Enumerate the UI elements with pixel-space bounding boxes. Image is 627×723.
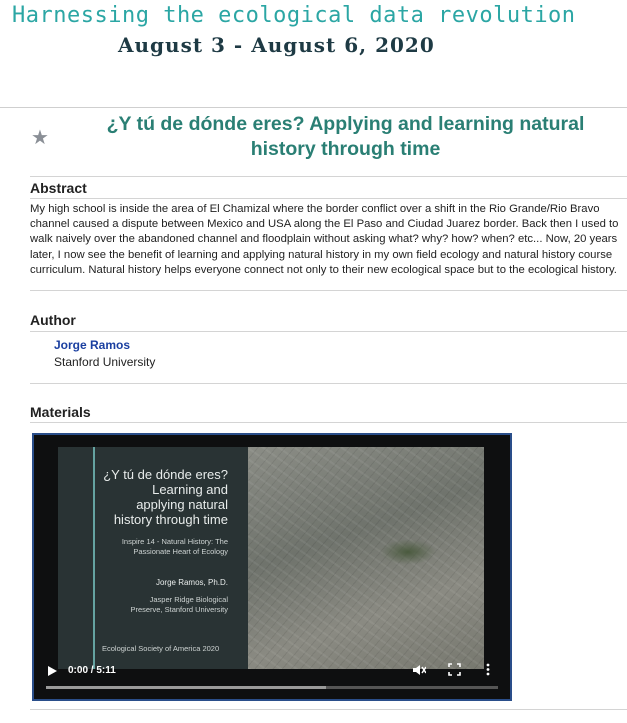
video-player[interactable] <box>32 433 512 701</box>
time-display: 0:00 / 5:11 <box>68 665 116 676</box>
abstract-text: My high school is inside the area of El Chamizal where the border conflict over a shift in the Rio Grande/Rio Bravo channel caused a dispute between Mexico and USA along the El Paso and Ciudad Juarez border. Back then I used to walk naively over the abandoned channel and floodplain without asking what? why? how? when? etc... Now, 20 years later, I now see the benefit of learning and applying natural history in my own field ecology and natural history course curriculum. Natural history helps everyone connect not only to their new ecological space but to the ecological history. <box>30 203 619 276</box>
video-controls <box>34 655 510 699</box>
slide-footer: Ecological Society of America 2020 <box>102 644 220 653</box>
author-heading: Author <box>30 312 76 328</box>
slide-affiliation: Jasper Ridge Biological Preserve, Stanford University <box>130 595 228 614</box>
paper-title-row <box>0 112 627 167</box>
abstract-heading: Abstract <box>30 180 87 196</box>
materials-heading: Materials <box>30 404 91 420</box>
slide-presenter: Jorge Ramos, Ph.D. <box>155 578 228 587</box>
divider <box>30 176 627 177</box>
slide-subtitle: Inspire 14 - Natural History: The Passionate Heart of Ecology <box>121 537 228 556</box>
fullscreen-icon[interactable] <box>448 663 461 679</box>
divider <box>30 422 627 423</box>
author-affiliation: Stanford University <box>54 355 156 369</box>
mute-icon[interactable] <box>412 663 426 680</box>
conference-banner <box>0 0 627 100</box>
satellite-map-image <box>248 447 484 669</box>
divider <box>30 709 627 710</box>
banner-dates: August 3 - August 6, 2020 <box>118 33 435 57</box>
play-icon[interactable] <box>48 666 57 676</box>
page-title-line-2: history through time <box>250 138 441 160</box>
page-title-line-1: ¿Y tú de dónde eres? Applying and learning natural <box>106 113 585 135</box>
divider <box>30 290 627 291</box>
video-progress-bar[interactable] <box>46 686 498 689</box>
divider <box>30 331 627 332</box>
star-icon[interactable]: ★ <box>31 127 49 149</box>
banner-divider <box>0 107 627 108</box>
banner-title: Harnessing the ecological data revolution <box>12 3 576 28</box>
buffered-fill <box>46 686 326 689</box>
page-title <box>64 112 627 162</box>
slide-accent-line <box>93 447 95 669</box>
divider <box>30 198 627 199</box>
more-options-icon[interactable] <box>486 663 490 679</box>
divider <box>30 383 627 384</box>
author-name-link[interactable]: Jorge Ramos <box>54 338 131 352</box>
slide-title: ¿Y tú de dónde eres? Learning and applying natural history through time <box>103 467 228 527</box>
